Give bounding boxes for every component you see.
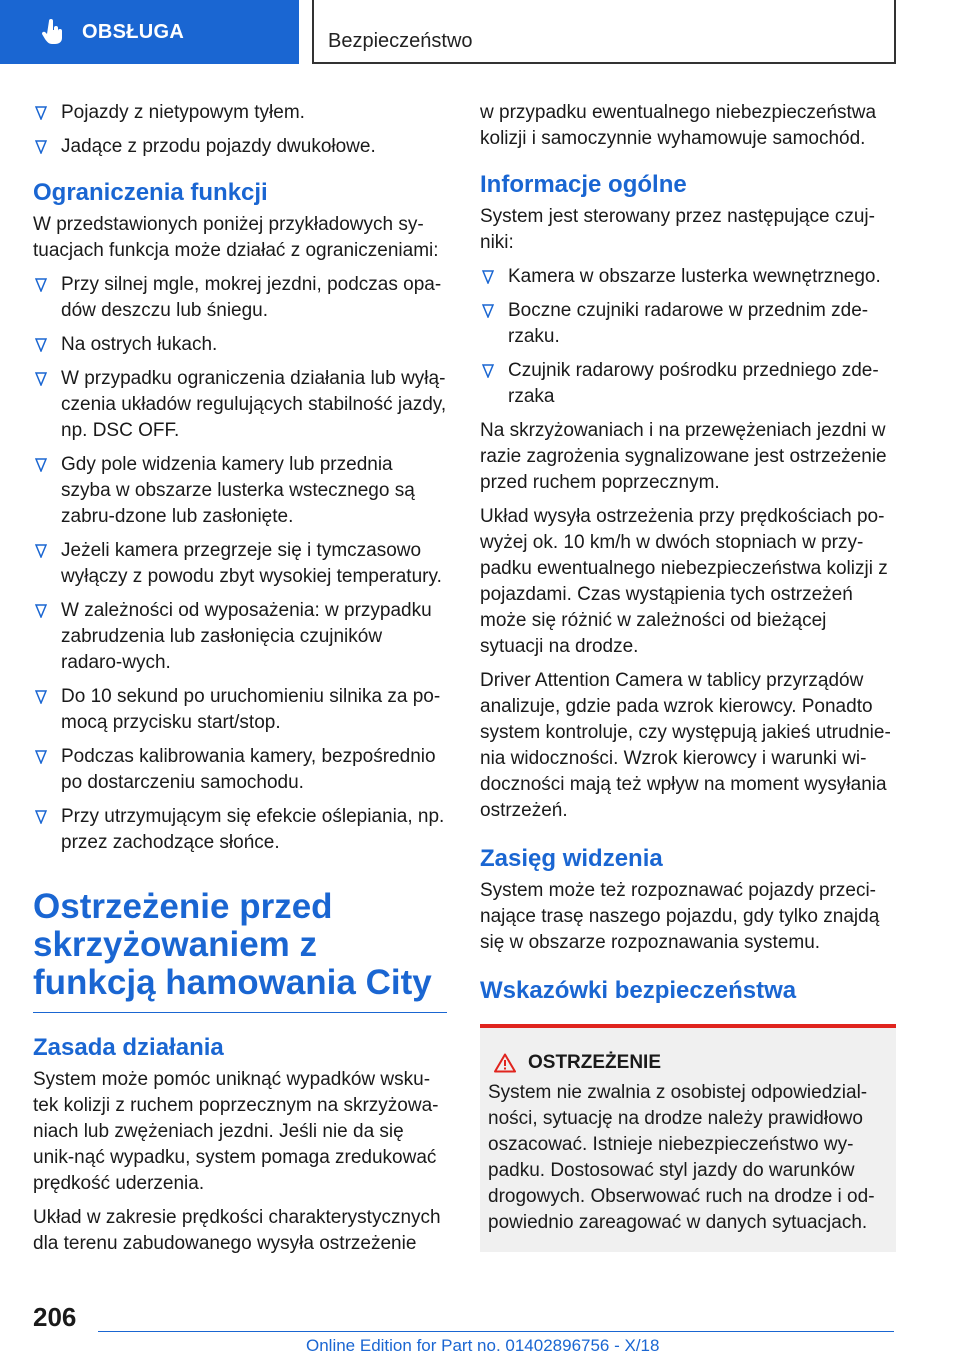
- triangle-bullet-icon: [35, 604, 47, 618]
- chapter-header: [312, 0, 896, 64]
- section-tab[interactable]: [0, 0, 299, 64]
- principle-heading: Zasada działania: [33, 1034, 224, 1061]
- triangle-bullet-icon: [35, 458, 47, 472]
- triangle-bullet-icon: [482, 364, 494, 378]
- list-item: Przy silnej mgle, mokrej jezdni, podczas opa-dów deszczu lub śniegu.: [33, 272, 447, 324]
- list-item: W przypadku ograniczenia działania lub wyłą-czenia układów regulujących stabilność jazdy, np. DSC OFF.: [33, 366, 447, 444]
- general-paragraph: Na skrzyżowaniach i na przewężeniach jezdni w razie zagrożenia sygnalizowane jest ostrzeżenie przed ruchem poprzecznym.: [480, 420, 887, 493]
- warning-title: OSTRZEŻENIE: [528, 1052, 662, 1073]
- triangle-bullet-icon: [35, 106, 47, 120]
- list-item: W zależności od wyposażenia: w przypadku zabrudzenia lub zasłonięcia czujników radaro-wych.: [33, 598, 447, 676]
- list-item: Jeżeli kamera przegrzeje się i tymczasowo wyłączy z powodu zbyt wysokiej temperatury.: [33, 538, 447, 590]
- list-item: Czujnik radarowy pośrodku przedniego zde-rzaka: [480, 358, 894, 410]
- triangle-bullet-icon: [35, 372, 47, 386]
- warning-triangle-icon: [494, 1053, 516, 1073]
- warning-text: System nie zwalnia z osobistej odpowiedzial-ności, sytuację na drodze należy prawidłowo oszacować. Istnieje niebezpieczeństwo wy-padku. Dostosować styl jazdy do warunków drogowych. Obserwować ruch na drodze i od-powiednio zareagować w danych sytuacjach.: [488, 1082, 875, 1233]
- triangle-bullet-icon: [35, 544, 47, 558]
- range-paragraph: System może też rozpoznawać pojazdy przeci-nające trasę naszego pojazdu, gdy tylko znajdą się w obszarze rozpoznawania systemu.: [480, 880, 880, 953]
- list-item: Pojazdy z nietypowym tyłem.: [33, 100, 447, 126]
- list-item: Przy utrzymującym się efekcie oślepiania, np. przez zachodzące słońce.: [33, 804, 447, 856]
- general-paragraph: Układ wysyła ostrzeżenia przy prędkościach po-wyżej ok. 10 km/h w dwóch stopniach w przy-padku ewentualnego niebezpieczeństwa kolizji z pojazdami. Czas wystąpienia tych ostrzeżeń może się różnić w zależności od bieżącej sytuacji na drodze.: [480, 506, 888, 657]
- right-column: [480, 100, 894, 1252]
- triangle-bullet-icon: [482, 270, 494, 284]
- warning-box: [480, 1024, 896, 1252]
- triangle-bullet-icon: [35, 278, 47, 292]
- general-heading: Informacje ogólne: [480, 171, 687, 198]
- warning-header: [488, 1050, 886, 1076]
- range-heading: Zasięg widzenia: [480, 845, 663, 872]
- triangle-bullet-icon: [35, 338, 47, 352]
- list-item: Gdy pole widzenia kamery lub przednia szyba w obszarze lusterka wstecznego są zabru-dzone lub zasłonięte.: [33, 452, 447, 530]
- main-heading: Ostrzeżenie przed skrzyżowaniem z funkcją hamowania City: [33, 888, 447, 1013]
- general-intro: System jest sterowany przez następujące czuj-niki:: [480, 206, 875, 253]
- list-item: Kamera w obszarze lusterka wewnętrznego.: [480, 264, 894, 290]
- chapter-title: Bezpieczeństwo: [328, 30, 473, 52]
- list-item: Na ostrych łukach.: [33, 332, 447, 358]
- principle-paragraph: System może pomóc uniknąć wypadków wsku-tek kolizji z ruchem poprzecznym na skrzyżowa-niach lub zwężeniach jezdni. Jeśli nie da się unik-nąć wypadku, system pomaga zredukować prędkość uderzenia.: [33, 1069, 439, 1194]
- list-item: Podczas kalibrowania kamery, bezpośrednio po dostarczeniu samochodu.: [33, 744, 447, 796]
- general-paragraph: Driver Attention Camera w tablicy przyrządów analizuje, gdzie pada wzrok kierowcy. Ponadto system kontroluje, czy występują jakieś utrudnie-nia widoczności. Wzrok kierowcy i warunki wi-doczności mają też wpływ na moment wysyłania ostrzeżeń.: [480, 670, 891, 821]
- left-column: [33, 100, 447, 1265]
- safety-heading: Wskazówki bezpieczeństwa: [480, 977, 797, 1004]
- hand-pointer-icon: [38, 17, 68, 47]
- edition-note: Online Edition for Part no. 01402896756 - X/18: [306, 1336, 660, 1355]
- triangle-bullet-icon: [35, 810, 47, 824]
- list-item: Do 10 sekund po uruchomieniu silnika za po-mocą przycisku start/stop.: [33, 684, 447, 736]
- limits-heading: Ograniczenia funkcji: [33, 179, 268, 206]
- principle-paragraph: Układ w zakresie prędkości charakterystycznych dla terenu zabudowanego wysyła ostrzeżenie: [33, 1207, 441, 1254]
- section-label: OBSŁUGA: [82, 20, 185, 43]
- continued-paragraph: w przypadku ewentualnego niebezpieczeństwa kolizji i samoczynnie wyhamowuje samochód.: [480, 102, 877, 149]
- triangle-bullet-icon: [35, 690, 47, 704]
- triangle-bullet-icon: [35, 750, 47, 764]
- triangle-bullet-icon: [482, 304, 494, 318]
- footer-divider: [98, 1331, 894, 1332]
- list-item: Jadące z przodu pojazdy dwukołowe.: [33, 134, 447, 160]
- list-item: Boczne czujniki radarowe w przednim zde-rzaku.: [480, 298, 894, 350]
- page-number: 206: [33, 1302, 77, 1332]
- limits-intro: W przedstawionych poniżej przykładowych sy-tuacjach funkcja może działać z ograniczeniami:: [33, 214, 439, 261]
- triangle-bullet-icon: [35, 140, 47, 154]
